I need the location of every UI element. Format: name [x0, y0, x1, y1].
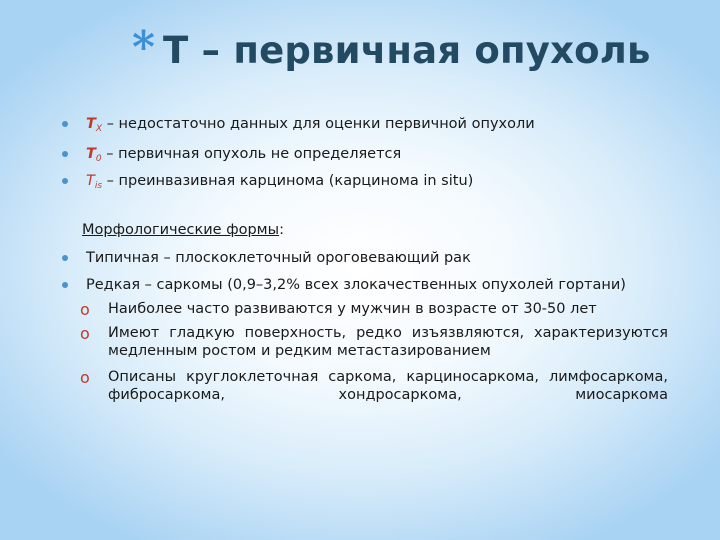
morph-colon: :	[279, 222, 284, 238]
sub-list-item	[80, 368, 668, 404]
item-text: Типичная – плоскоклеточный ороговевающий рак	[86, 250, 471, 266]
sub-item-text: Имеют гладкую поверхность, редко изъязвляются, характеризуются медленным ростом и редким метастазированием	[108, 325, 668, 359]
t-subscript: 0	[95, 154, 102, 164]
item-text: – преинвазивная карцинома (карцинома in situ)	[106, 173, 474, 189]
list-item	[62, 116, 535, 132]
slide-title	[132, 22, 651, 76]
list-item	[62, 173, 473, 189]
t-code: T	[86, 173, 95, 189]
circle-bullet-icon: o	[80, 368, 90, 387]
item-text: Редкая – саркомы (0,9–3,2% всех злокачественных опухолей гортани)	[86, 277, 626, 293]
sub-list-item	[80, 324, 668, 360]
sub-item-text: Наиболее часто развиваются у мужчин в возрасте от 30-50 лет	[108, 301, 597, 317]
bullet-icon	[62, 121, 68, 127]
circle-bullet-icon: o	[80, 300, 90, 319]
item-text: – первичная опухоль не определяется	[106, 146, 402, 162]
morph-heading	[82, 222, 284, 238]
t-subscript: is	[94, 181, 103, 191]
t-code: T	[86, 146, 96, 162]
t-subscript: X	[95, 124, 103, 134]
item-text: – недостаточно данных для оценки первичной опухоли	[106, 116, 535, 132]
bullet-icon	[62, 282, 68, 288]
bullet-icon	[62, 255, 68, 261]
bullet-icon	[62, 178, 68, 184]
bullet-icon	[62, 151, 68, 157]
t-code: T	[86, 116, 96, 132]
list-item	[62, 146, 401, 162]
morph-label: Морфологические формы	[82, 222, 280, 238]
circle-bullet-icon: o	[80, 324, 90, 343]
list-item	[62, 250, 471, 266]
list-item	[62, 277, 626, 293]
page-title: Т – первичная опухоль	[163, 29, 651, 72]
sub-list-item	[80, 300, 668, 318]
star-icon: *	[132, 22, 156, 73]
sub-item-text: Описаны круглоклеточная саркома, карциносаркома, лимфосаркома, фибросаркома, хондросаркома, миосаркома	[108, 369, 668, 403]
